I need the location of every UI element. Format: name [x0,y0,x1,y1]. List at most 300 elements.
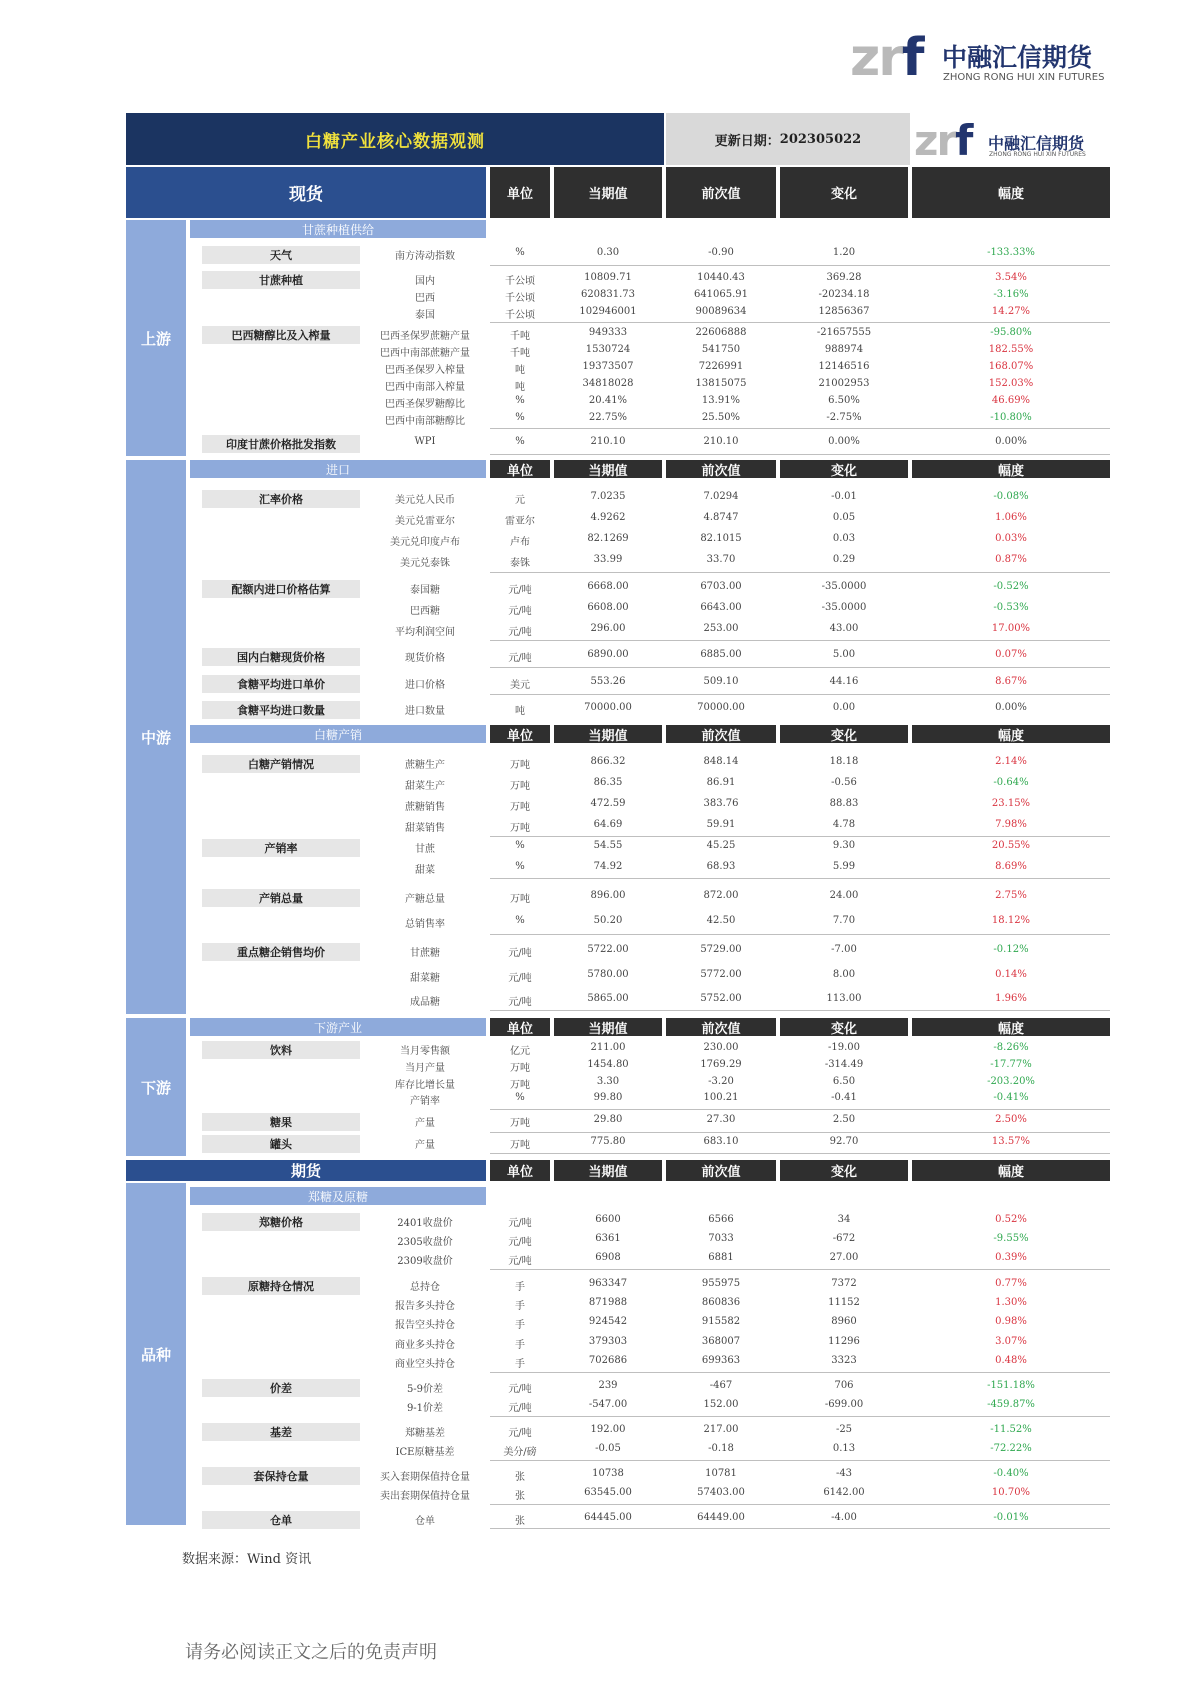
cell-cur: -0.05 [595,1443,621,1454]
cell-cur: 54.55 [593,840,623,851]
cell-prev: 57403.00 [697,1487,745,1498]
cell-chg: 43.00 [829,623,859,634]
cell-prev: 86.91 [706,777,736,788]
cell-prev: 860836 [701,1297,741,1308]
cell-item: 甜菜销售 [405,823,445,834]
cell-prev: 13.91% [701,395,741,406]
cell-chg: 34 [837,1214,851,1225]
cell-chg: 27.00 [829,1252,859,1263]
cell-prev: 253.00 [703,623,739,634]
cell-unit: 元/吨 [508,653,532,664]
cell-cur: 3.30 [596,1076,620,1087]
cell-pct: 0.98% [995,1316,1027,1327]
cell-chg: 11152 [828,1297,860,1308]
cell-unit: 手 [515,1320,525,1331]
cell-unit: 手 [515,1301,525,1312]
cell-prev: -0.18 [708,1443,734,1454]
cell-chg: 2.50 [832,1114,856,1125]
cell-prev: -467 [709,1380,733,1391]
cell-prev: 230.00 [703,1042,739,1053]
cell-prev: 90089634 [695,306,747,317]
separator [490,322,1110,323]
cell-prev: 82.1015 [700,533,742,544]
cell-pct: 0.52% [995,1214,1027,1225]
cell-prev: 10440.43 [697,272,745,283]
separator [490,878,1110,879]
cell-cur: 6608.00 [587,602,629,613]
cell-unit: 美元 [510,680,530,691]
cell-item: 巴西圣保罗蔗糖产量 [380,331,470,342]
cell-cur: 6600 [595,1214,621,1225]
cell-unit: % [515,395,525,406]
cell-pct: -0.53% [993,602,1029,613]
cell-cur: 924542 [588,1316,628,1327]
cell-prev: 541750 [701,344,741,355]
row-category: 食糖平均进口数量 [202,701,360,719]
cell-pct: 7.98% [995,819,1027,830]
cell-cur: 963347 [588,1278,628,1289]
date-value: 202305022 [779,131,862,147]
cell-cur: 1530724 [585,344,631,355]
cell-cur: 620831.73 [580,289,636,300]
cell-pct: 152.03% [988,378,1034,389]
cell-prev: 4.8747 [703,512,739,523]
cell-item: 甜菜糖 [410,973,440,984]
cell-unit: % [515,915,525,926]
cell-unit: 元/吨 [508,1237,532,1248]
cell-cur: 29.80 [593,1114,623,1125]
cell-chg: -0.01 [831,491,857,502]
cell-pct: 13.57% [991,1136,1031,1147]
logo-cn: 中融汇信期货 [942,43,1093,72]
cell-chg: 0.00% [828,436,860,447]
cell-item: 进口价格 [405,680,445,691]
row-category: 天气 [202,246,360,264]
cell-pct: 0.00% [995,702,1027,713]
cell-item: 报告空头持仓 [395,1320,455,1331]
cell-cur: 239 [598,1380,618,1391]
col-change-down: 变化 [780,1018,908,1036]
cell-prev: 217.00 [703,1424,739,1435]
cell-cur: 102946001 [579,306,637,317]
cell-unit: 元/吨 [508,606,532,617]
cell-cur: 472.59 [590,798,626,809]
company-logo [850,28,1120,92]
col-previous: 前次值 [666,167,776,218]
cell-chg: 5.99 [832,861,856,872]
cell-chg: -43 [835,1468,853,1479]
cell-item: 总销售率 [405,919,445,930]
separator [490,667,1110,668]
report-title: 白糖产业核心数据观测 [126,113,664,165]
col-current: 当期值 [554,167,662,218]
row-category: 白糖产销情况 [202,755,360,773]
cell-cur: 99.80 [593,1092,623,1103]
group-variety: 品种 [126,1183,186,1525]
cell-unit: 万吨 [510,802,530,813]
cell-chg: 0.05 [832,512,856,523]
cell-prev: 6703.00 [700,581,742,592]
cell-prev: 22606888 [695,327,747,338]
cell-item: 巴西中南部蔗糖产量 [380,348,470,359]
sub-downstream: 下游产业 [190,1018,486,1036]
cell-chg: -2.75% [826,412,862,423]
cell-chg: -314.49 [824,1059,864,1070]
cell-cur: 6908 [595,1252,621,1263]
row-category: 糖果 [202,1113,360,1131]
row-category: 印度甘蔗价格批发指数 [202,435,360,453]
cell-prev: 7.0294 [703,491,739,502]
cell-pct: -95.80% [990,327,1032,338]
cell-pct: 3.07% [995,1336,1027,1347]
cell-chg: 21002953 [818,378,870,389]
row-category: 仓单 [202,1511,360,1529]
cell-unit: 泰铢 [510,558,530,569]
cell-item: 巴西 [415,293,435,304]
title-logo [912,113,1108,165]
cell-unit: 元/吨 [508,1384,532,1395]
cell-item: 2305收盘价 [397,1237,453,1248]
separator [490,1372,1110,1373]
cell-unit: 元/吨 [508,1218,532,1229]
col-change-fut: 变化 [780,1160,908,1181]
cell-chg: -0.41 [831,1092,857,1103]
cell-unit: 千吨 [510,331,530,342]
cell-cur: 4.9262 [590,512,626,523]
cell-cur: 63545.00 [584,1487,632,1498]
cell-prev: 70000.00 [697,702,745,713]
cell-cur: 10738 [592,1468,624,1479]
cell-prev: 383.76 [703,798,739,809]
cell-pct: 0.07% [995,649,1027,660]
cell-unit: 千公顷 [505,276,535,287]
cell-unit: 千公顷 [505,310,535,321]
col-pct-import: 幅度 [912,460,1110,478]
group-midstream: 中游 [126,460,186,1014]
cell-chg: -35.0000 [821,581,867,592]
cell-pct: 0.14% [995,969,1027,980]
cell-item: 巴西中南部入榨量 [385,382,465,393]
cell-pct: 18.12% [991,915,1031,926]
group-downstream: 下游 [126,1018,186,1156]
cell-prev: 699363 [701,1355,741,1366]
cell-unit: 元/吨 [508,973,532,984]
cell-prev: 683.10 [703,1136,739,1147]
cell-chg: 113.00 [826,993,862,1004]
cell-cur: 22.75% [588,412,628,423]
cell-cur: 20.41% [588,395,628,406]
cell-unit: 雷亚尔 [505,516,535,527]
cell-chg: 4.78 [832,819,856,830]
cell-unit: 卢布 [510,537,530,548]
cell-item: 蔗糖生产 [405,760,445,771]
cell-chg: -699.00 [824,1399,864,1410]
row-category: 国内白糖现货价格 [202,648,360,666]
cell-prev: 10781 [705,1468,737,1479]
cell-pct: 0.87% [995,554,1027,565]
cell-chg: 12146516 [818,361,870,372]
cell-cur: 866.32 [590,756,626,767]
cell-chg: -21657555 [816,327,872,338]
cell-prev: 368007 [701,1336,741,1347]
cell-unit: 千公顷 [505,293,535,304]
cell-pct: 0.39% [995,1252,1027,1263]
cell-chg: -25 [835,1424,853,1435]
cell-item: 巴西中南部糖醇比 [385,416,465,427]
cell-pct: -203.20% [987,1076,1035,1087]
cell-chg: 988974 [824,344,864,355]
cell-item: 买入套期保值持仓量 [380,1472,470,1483]
cell-prev: 509.10 [703,676,739,687]
cell-cur: 6890.00 [587,649,629,660]
separator [490,1528,1110,1529]
cell-item: 美元兑雷亚尔 [395,516,455,527]
cell-item: 进口数量 [405,706,445,717]
cell-item: 现货价格 [405,653,445,664]
cell-cur: 5722.00 [587,944,629,955]
cell-item: 甘蔗糖 [410,948,440,959]
cell-chg: 18.18 [829,756,859,767]
cell-chg: 6.50 [832,1076,856,1087]
cell-cur: 553.26 [590,676,626,687]
cell-unit: 元/吨 [508,1256,532,1267]
col-pct-fut: 幅度 [912,1160,1110,1181]
cell-cur: 19373507 [582,361,634,372]
col-current-down: 当期值 [554,1018,662,1036]
cell-prev: 13815075 [695,378,747,389]
cell-item: ICE原糖基差 [395,1447,455,1458]
cell-unit: 万吨 [510,1080,530,1091]
cell-cur: 871988 [588,1297,628,1308]
cell-prev: 25.50% [701,412,741,423]
cell-pct: 2.75% [995,890,1027,901]
cell-pct: 2.50% [995,1114,1027,1125]
col-unit-down: 单位 [490,1018,550,1036]
separator [490,1504,1110,1505]
cell-cur: 379303 [588,1336,628,1347]
date-label: 更新日期： [714,133,780,149]
cell-item: WPI [414,436,436,447]
sub-zce: 郑糖及原糖 [190,1187,486,1205]
cell-prev: 59.91 [706,819,736,830]
row-category: 罐头 [202,1135,360,1153]
cell-chg: 0.29 [832,554,856,565]
separator [490,572,1110,573]
cell-pct: -10.80% [990,412,1032,423]
cell-chg: 0.00 [832,702,856,713]
cell-unit: 元/吨 [508,1428,532,1439]
cell-cur: 82.1269 [587,533,629,544]
row-category: 产销率 [202,839,360,857]
cell-pct: 1.06% [995,512,1027,523]
separator [490,1109,1110,1110]
cell-pct: -0.41% [993,1092,1029,1103]
col-pct: 幅度 [912,167,1110,218]
cell-prev: 915582 [701,1316,741,1327]
cell-unit: 手 [515,1340,525,1351]
cell-prev: 6885.00 [700,649,742,660]
cell-unit: 吨 [515,382,525,393]
cell-chg: 0.03 [832,533,856,544]
cell-pct: -11.52% [990,1424,1032,1435]
cell-cur: 86.35 [593,777,623,788]
cell-prev: 6881 [708,1252,734,1263]
cell-prev: 872.00 [703,890,739,901]
cell-unit: 元/吨 [508,1403,532,1414]
cell-cur: 6668.00 [587,581,629,592]
cell-item: 当月零售额 [400,1046,450,1057]
cell-pct: 0.77% [995,1278,1027,1289]
cell-cur: 5865.00 [587,993,629,1004]
cell-item: 库存比增长量 [395,1080,455,1091]
cell-item: 蔗糖销售 [405,802,445,813]
cell-unit: 美分/磅 [503,1447,537,1458]
col-previous-prod: 前次值 [666,725,776,743]
cell-unit: 元/吨 [508,585,532,596]
col-previous-fut: 前次值 [666,1160,776,1181]
cell-chg: 6142.00 [823,1487,865,1498]
separator [490,428,1110,429]
cell-cur: 210.10 [590,436,626,447]
logo-mark: zrf [850,28,923,88]
cell-prev: 7033 [708,1233,734,1244]
row-category: 价差 [202,1379,360,1397]
cell-cur: 1454.80 [587,1059,629,1070]
row-category: 基差 [202,1423,360,1441]
cell-pct: 17.00% [991,623,1031,634]
cell-item: 产销率 [410,1096,440,1107]
update-date [666,113,910,165]
cell-item: 泰国 [415,310,435,321]
cell-unit: 手 [515,1282,525,1293]
cell-chg: 8.00 [832,969,856,980]
cell-unit: 张 [515,1516,525,1527]
cell-item: 仓单 [415,1516,435,1527]
cell-unit: 吨 [515,365,525,376]
row-category: 饮料 [202,1041,360,1059]
cell-prev: 5752.00 [700,993,742,1004]
cell-cur: 5780.00 [587,969,629,980]
cell-prev: 45.25 [706,840,736,851]
separator [490,640,1110,641]
col-current-prod: 当期值 [554,725,662,743]
cell-chg: 6.50% [828,395,860,406]
cell-unit: 万吨 [510,1140,530,1151]
cell-chg: 44.16 [829,676,859,687]
cell-unit: 吨 [515,706,525,717]
row-category: 甘蔗种植 [202,271,360,289]
col-unit-fut: 单位 [490,1160,550,1181]
cell-prev: 27.30 [706,1114,736,1125]
section-spot: 现货 [126,167,486,218]
cell-item: 美元兑印度卢布 [390,537,460,548]
cell-unit: 万吨 [510,1118,530,1129]
cell-cur: 34818028 [582,378,634,389]
cell-pct: 3.54% [995,272,1027,283]
cell-unit: 张 [515,1472,525,1483]
cell-item: 产量 [415,1140,435,1151]
cell-pct: 8.67% [995,676,1027,687]
cell-unit: % [515,840,525,851]
separator [490,265,1110,266]
cell-chg: -35.0000 [821,602,867,613]
separator [490,454,1110,455]
cell-pct: -0.52% [993,581,1029,592]
cell-cur: 74.92 [593,861,623,872]
separator [490,694,1110,695]
cell-unit: % [515,1092,525,1103]
logo-mark-small: zrf [914,116,972,165]
cell-unit: 亿元 [510,1046,530,1057]
data-source: 数据来源：Wind 资讯 [182,1552,312,1567]
cell-prev: 68.93 [706,861,736,872]
cell-unit: 万吨 [510,760,530,771]
cell-item: 平均利润空间 [395,627,455,638]
cell-pct: 46.69% [991,395,1031,406]
cell-pct: -9.55% [993,1233,1029,1244]
cell-pct: -0.64% [993,777,1029,788]
cell-prev: 152.00 [703,1399,739,1410]
cell-unit: 元/吨 [508,627,532,638]
cell-chg: -4.00 [831,1512,857,1523]
cell-pct: -8.26% [993,1042,1029,1053]
cell-item: 成品糖 [410,997,440,1008]
cell-item: 郑糖基差 [405,1428,445,1439]
cell-cur: 949333 [588,327,628,338]
cell-pct: 168.07% [988,361,1034,372]
cell-item: 9-1价差 [406,1403,444,1414]
cell-cur: 70000.00 [584,702,632,713]
cell-prev: 6566 [708,1214,734,1225]
cell-chg: 11296 [828,1336,860,1347]
cell-cur: 50.20 [593,915,623,926]
cell-prev: -0.90 [708,247,734,258]
row-category: 食糖平均进口单价 [202,675,360,693]
col-unit: 单位 [490,167,550,218]
cell-pct: -3.16% [993,289,1029,300]
cell-chg: 92.70 [829,1136,859,1147]
col-pct-prod: 幅度 [912,725,1110,743]
cell-unit: 元/吨 [508,948,532,959]
cell-prev: 848.14 [703,756,739,767]
col-change-import: 变化 [780,460,908,478]
cell-chg: 24.00 [829,890,859,901]
cell-unit: 元 [515,495,525,506]
separator [490,836,1110,837]
row-category: 原糖持仓情况 [202,1277,360,1295]
cell-item: 甘蔗 [415,844,435,855]
row-category: 汇率价格 [202,490,360,508]
logo-en: ZHONG RONG HUI XIN FUTURES [943,72,1105,83]
cell-pct: -459.87% [987,1399,1035,1410]
row-category: 郑糖价格 [202,1213,360,1231]
cell-unit: % [515,861,525,872]
cell-item: 商业多头持仓 [395,1340,455,1351]
cell-unit: 张 [515,1491,525,1502]
disclaimer: 请务必阅读正文之后的免责声明 [185,1642,437,1663]
cell-pct: -72.22% [990,1443,1032,1454]
cell-pct: 14.27% [991,306,1031,317]
cell-item: 国内 [415,276,435,287]
cell-prev: 100.21 [703,1092,739,1103]
separator [490,934,1110,935]
cell-prev: 641065.91 [693,289,749,300]
col-previous-down: 前次值 [666,1018,776,1036]
cell-pct: -0.12% [993,944,1029,955]
sub-import: 进口 [190,460,486,478]
cell-prev: 7226991 [698,361,744,372]
cell-chg: -672 [832,1233,856,1244]
